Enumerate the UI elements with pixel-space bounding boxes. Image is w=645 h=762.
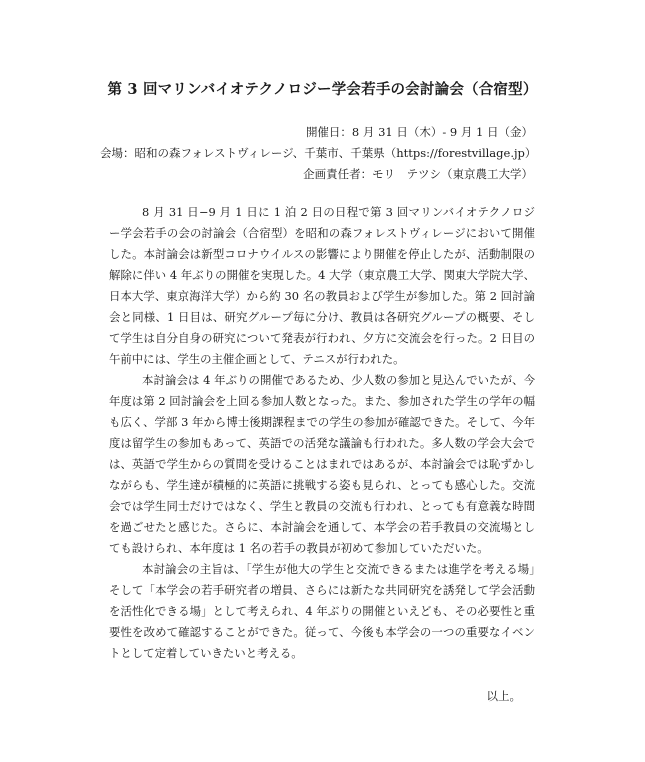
closing-remark: 以上。 [486, 689, 521, 703]
paragraph-3: 本討論会の主旨は、「学生が他大の学生と交流できるまたは進学を考える場」そして「本学会の若手研究者の増員、さらには新たな共同研究を誘発して学会活動を活性化できる場」として考えられ、4 年ぶりの開催といえども、その必要性と重要性を改めて確認することができた。従って、今後も本学会の一つの重要なイベントとして定着していきたいと考える。 [109, 562, 535, 660]
paragraph-1: 8 月 31 日−9 月 1 日に 1 泊 2 日の日程で第 3 回マリンバイオテクノロジー学会若手の会の討論会（合宿型）を昭和の森フォレストヴィレージにおいて開催した。本討論会は新型コロナウイルスの影響により開催を停止したが、活動制限の解除に伴い 4 年ぶりの開催を実現した。4 大学（東京農工大学、関東大学院大学、日本大学、東京海洋大学）から約 30 名の教員および学生が参加した。第 2 回討論会と同様、1 日目は、研究グループ毎に分け、教員は各研究グループの概要、そして学生は自分自身の研究について発表が行われ、夕方に交流会を行った。2 日目の午前中には、学生の主催企画として、テニスが行われた。 [109, 205, 535, 366]
event-date: 開催日：8 月 31 日（木）- 9 月 1 日（金） [305, 125, 533, 139]
event-organizer: 企画責任者：モリ テツシ（東京農工大学） [303, 167, 533, 181]
event-meta [100, 122, 537, 185]
paragraph-2: 本討論会は 4 年ぶりの開催であるため、少人数の参加と見込んでいたが、今年度は第 2 回討論会を上回る参加人数となった。また、参加された学生の学年の幅も広く、学部 3 年から博士後期課程までの学生の参加が確認できた。そして、今年度は留学生の参加もあって、英語での活発な議論も行われた。多人数の学会大会では、英語で学生からの質問を受けることはまれではあるが、本討論会では恥ずかしながらも、学生達が積極的に英語に挑戦する姿も見られ、とっても感心した。交流会では学生同士だけではなく、学生と教員の交流も行われ、とっても有意義な時間を過ごせたと感じた。さらに、本討論会を通して、本学会の若手教員の交流場としても設けられ、本年度は 1 名の若手の教員が初めて参加していただいた。 [109, 373, 535, 555]
document-title: 第 3 回マリンバイオテクノロジー学会若手の会討論会（合宿型） [107, 81, 538, 98]
report-body [109, 202, 535, 664]
event-venue: 会場：昭和の森フォレストヴィレージ、千葉市、千葉県（https://forestvillage.jp） [100, 146, 537, 160]
